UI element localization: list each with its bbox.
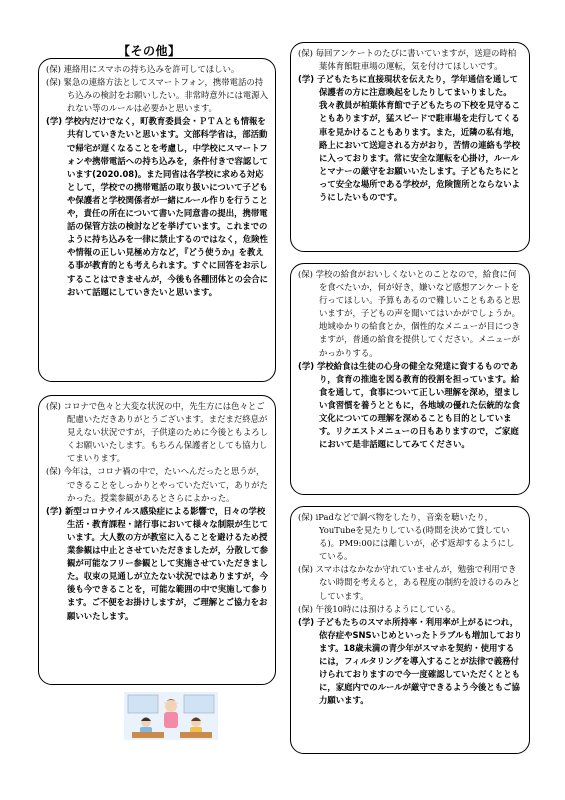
parent-comment: (保) 連絡用にスマホの持ち込みを許可してほしい。 [46, 64, 240, 74]
parent-comment: (保) 緊急の連絡方法としてスマートフォン，携帯電話の持ち込みの検討をお願いしたい。非常時意外には電源入れない等のルールは必要かと思います。 [46, 77, 268, 114]
parent-comment: (保) 午後10時には預けるようにしている。 [298, 603, 461, 614]
section-heading: 【その他】 [118, 44, 181, 58]
school-response: (学) 子どもたちに直接現状を伝えたり，学年通信を通して保護者の方に注意喚起をしたりしてまいりました。我々教員が柏葉体育館で子どもたちの下校を見守ることもありますが，猛スピードで駐車場を走行してくる車を見かけることもあります。また，近隣の私有地，路上において送迎される方がおり，苦情の連絡も学校に入っております。常に安全な運転を心掛け，ルールとマナーの厳守をお願いいたします。子どもたちにとって安全な場所である学校が，危険箇所とならないようにしたいものです。 [298, 74, 520, 203]
parent-comment: (保) 学校の給食がおいしくないとのことなので，給食に何を食べたいか，何が好き，嫌いなど感想アンケートを行ってほしい。予算もあるので難しいこともあると思いますが，子どもの声を聞いてはいかがでしょうか。地域ゆかりの給食とか，個性的なメニューが目につきますが，普通の給食を提供してください。メニューがかっかりする。 [298, 269, 520, 358]
classroom-illustration [124, 692, 218, 740]
parent-comment: (保) コロナで色々と大変な状況の中，先生方には色々とご配慮いただきありがとうございます。まだまだ終息が見えない状況ですが，子供達のために今後ともよろしくお願いいたします。もちろん保護者としても協力してまいります。 [46, 401, 268, 464]
comment-box-traffic [290, 42, 530, 252]
parent-comment: (保) 毎回アンケートのたびに書いていますが，送迎の時柏葉体育館駐車場の運転，気を付けてほしいです。 [298, 48, 517, 72]
comment-box-smartphone-policy [38, 58, 276, 382]
comment-box-school-lunch [290, 263, 530, 495]
parent-comment: (保) 今年は，コロナ禍の中で，たいへんだったと思うが，できることをしっかりとやっていただいて，ありがたかった。授業参観があるとさらによかった。 [46, 466, 268, 503]
school-response: (学) 学校内だけでなく，町教育委員会・ＰＴＡとも情報を共有していきたいと思います。文部科学省は，部活動で帰宅が遅くなることを考慮し，中学校にスマートフォンや携帯電話への持ち込みを，条件付きで容認しています(2020.08)。また同省は各学校に求める対応として，学校での携帯電話の取り扱いについて子どもや保護者と学校関係者が一緒にルール作りを行うことや，責任の所在について書いた同意書の提出，携帯電話の保管方法の検討などを挙げています。これまでのように持ち込みを一律に禁止するのではなく，危険性や情報の正しい見極め方など，『どう使うか』を教える事が教育的とも考えられます。すぐに回答をお示しすることはできませんが，今後も各種団体との会合において話題にしていきたいと思います。 [46, 116, 268, 297]
parent-comment: (保) iPadなどで調べ物をしたり，音楽を聴いたり，YouTubeを見たりしている(時間を決めて貸している)。PM9:00には離しいが，必ず返却するようにしている。 [298, 512, 515, 562]
comment-box-covid [38, 395, 276, 685]
parent-comment: (保) スマホはなかなか守れていませんが，勉強で利用できない時間を考えると，ある程度の制約を設けるのみとしています。 [298, 564, 520, 601]
school-response: (学) 新型コロナウイルス感染症による影響で，日々の学校生活・教育課程・諸行事において様々な制限が生じています。大人数の方が教室に入ることを避けるため授業参観は中止とさせていただきましたが，分散して参観が可能なフリー参観として実施させていただきました。収束の見通しが立たない状況ではありますが，今後も今できることを，可能な範囲の中で実施して参ります。ご不便をお掛けしますが，ご理解とご協力をお願いいたします。 [46, 505, 268, 621]
school-response: (学) 子どもたちのスマホ所持率・利用率が上がるにつれ，依存症やSNSいじめといったトラブルも増加しております。18歳未満の青少年がスマホを契約・使用するには，フィルタリングを導入することが法律で義務付けられておりますので今一度確認していただくとともに，家庭内でのルールが厳守できるよう今後ともご協力願います。 [298, 616, 522, 706]
comment-box-device-use [290, 506, 530, 754]
school-response: (学) 学校給食は生徒の心身の健全な発達に資するものであり，食育の推進を図る教育的役割を担っています。給食を通して，食事について正しい理解を深め，望ましい食習慣を養うとともに，各地域の優れた伝統的な食文化についての理解を深めることも目的としています。リクエストメニューの日もありますので，ご家庭において是非話題にしてみてください。 [298, 360, 520, 450]
